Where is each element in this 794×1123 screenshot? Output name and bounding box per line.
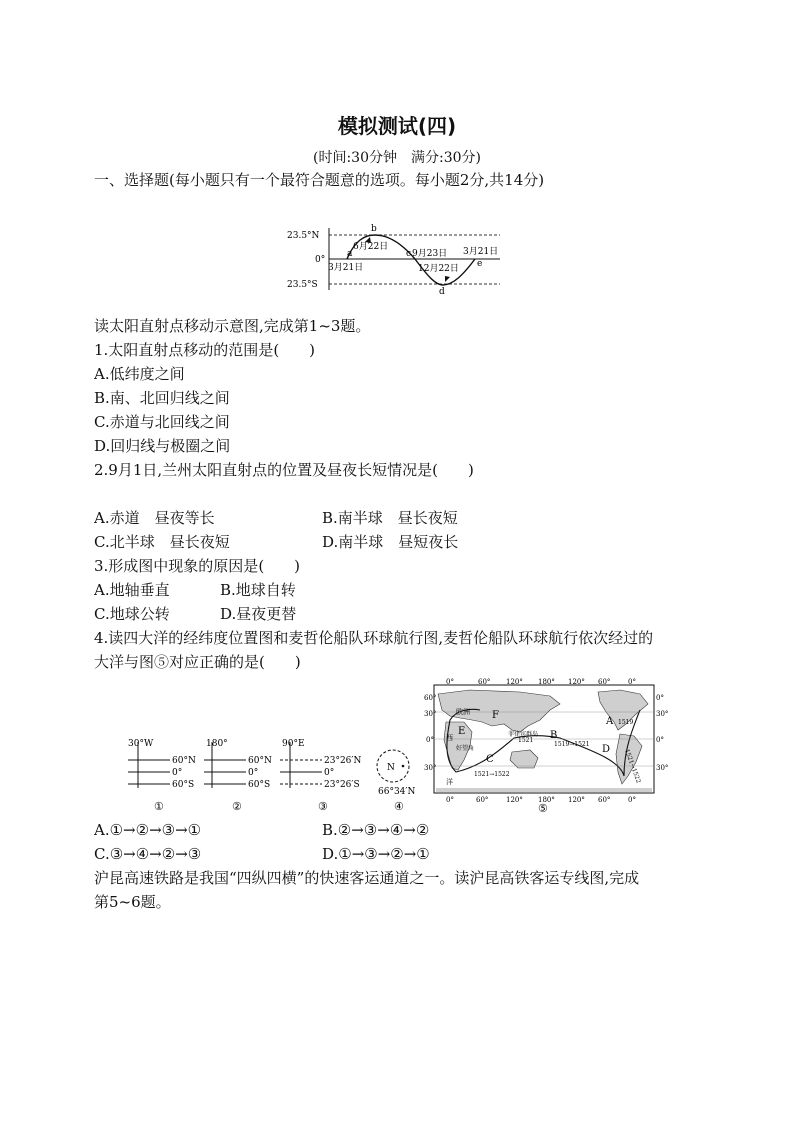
q1-stem: 1.太阳直射点移动的范围是( ) bbox=[94, 341, 316, 359]
q3-stem: 3.形成图中现象的原因是( ) bbox=[94, 557, 301, 575]
q3-option-b[interactable]: B.地球自转 bbox=[220, 581, 296, 599]
svg-text:0°: 0° bbox=[656, 694, 664, 702]
svg-text:1519→1521: 1519→1521 bbox=[554, 741, 590, 748]
lat-23n-label: 23.5°N bbox=[287, 231, 320, 241]
q3-option-c[interactable]: C.地球公转 bbox=[94, 605, 170, 623]
q4-stem-line1: 4.读四大洋的经纬度位置图和麦哲伦船队环球航行图,麦哲伦船队环球航行依次经过的 bbox=[94, 629, 654, 647]
q4-option-d[interactable]: D.①→③→②→① bbox=[322, 845, 430, 863]
polar-view-4 bbox=[377, 750, 415, 813]
svg-text:菲律宾群岛: 菲律宾群岛 bbox=[508, 731, 539, 738]
svg-text:30°: 30° bbox=[424, 764, 437, 772]
q4-option-a[interactable]: A.①→②→③→① bbox=[94, 821, 202, 839]
oceans-figure bbox=[120, 678, 669, 816]
svg-text:30°: 30° bbox=[424, 710, 437, 718]
region-C: C bbox=[486, 754, 494, 765]
lat-0-label: 0° bbox=[315, 255, 326, 265]
section-heading: 一、选择题(每小题只有一个最符合题意的选项。每小题2分,共14分) bbox=[94, 171, 545, 189]
svg-text:0°: 0° bbox=[324, 768, 335, 778]
svg-text:0°: 0° bbox=[628, 796, 636, 804]
svg-text:120°: 120° bbox=[568, 796, 585, 804]
svg-text:0°: 0° bbox=[248, 768, 259, 778]
svg-text:1521: 1521 bbox=[518, 737, 534, 744]
svg-text:0°: 0° bbox=[656, 736, 664, 744]
region-D: D bbox=[602, 744, 611, 755]
intro-q1-3: 读太阳直射点移动示意图,完成第1~3题。 bbox=[94, 317, 371, 335]
label-1: ① bbox=[154, 800, 164, 813]
region-E: E bbox=[458, 726, 466, 737]
q3-option-d[interactable]: D.昼夜更替 bbox=[220, 605, 297, 623]
region-F: F bbox=[492, 710, 499, 721]
svg-text:90°E: 90°E bbox=[282, 739, 305, 749]
region-B: B bbox=[550, 730, 558, 741]
svg-text:1519: 1519 bbox=[618, 719, 634, 726]
point-a: a bbox=[347, 249, 353, 259]
svg-text:60°N: 60°N bbox=[248, 756, 272, 766]
svg-text:欧洲: 欧洲 bbox=[456, 708, 470, 716]
svg-text:0°: 0° bbox=[172, 768, 183, 778]
grid-1 bbox=[128, 739, 196, 813]
q4-stem-line2: 大洋与图⑤对应正确的是( ) bbox=[94, 653, 301, 671]
q4-option-c[interactable]: C.③→④→②→③ bbox=[94, 845, 202, 863]
q2-option-b[interactable]: B.南半球 昼长夜短 bbox=[322, 509, 458, 527]
svg-text:23°26′N: 23°26′N bbox=[324, 756, 362, 766]
point-e: e bbox=[477, 259, 483, 269]
svg-text:60°: 60° bbox=[476, 796, 489, 804]
date-mar21-e: 3月21日 bbox=[463, 247, 499, 257]
svg-text:30°: 30° bbox=[656, 764, 669, 772]
svg-text:66°34′N: 66°34′N bbox=[378, 787, 416, 797]
svg-text:0°: 0° bbox=[446, 796, 454, 804]
q2-option-d[interactable]: D.南半球 昼短夜长 bbox=[322, 533, 459, 551]
svg-text:180°: 180° bbox=[206, 739, 228, 749]
date-jun22: 6月22日 bbox=[353, 242, 389, 252]
date-sep23: 9月23日 bbox=[412, 249, 448, 259]
svg-text:180°: 180° bbox=[538, 678, 555, 686]
q2-option-c[interactable]: C.北半球 昼长夜短 bbox=[94, 533, 230, 551]
antarctica-shape bbox=[436, 788, 652, 792]
svg-text:60°: 60° bbox=[598, 796, 611, 804]
grid-3 bbox=[280, 739, 361, 813]
svg-text:1521→1522: 1521→1522 bbox=[623, 748, 642, 785]
q1-option-d[interactable]: D.回归线与极圈之间 bbox=[94, 437, 231, 455]
svg-text:西: 西 bbox=[446, 734, 453, 742]
svg-text:30°: 30° bbox=[656, 710, 669, 718]
q2-stem: 2.9月1日,兰州太阳直射点的位置及昼夜长短情况是( ) bbox=[94, 461, 474, 479]
label-4: ④ bbox=[394, 800, 404, 813]
svg-text:60°: 60° bbox=[424, 694, 437, 702]
svg-text:1521→1522: 1521→1522 bbox=[474, 771, 510, 778]
svg-text:60°: 60° bbox=[598, 678, 611, 686]
q2-option-a[interactable]: A.赤道 昼夜等长 bbox=[94, 509, 215, 527]
q1-option-c[interactable]: C.赤道与北回线之间 bbox=[94, 413, 230, 431]
svg-text:180°: 180° bbox=[538, 796, 555, 804]
page-title: 模拟测试(四) bbox=[337, 114, 457, 138]
svg-text:0°: 0° bbox=[426, 736, 434, 744]
point-b: b bbox=[371, 224, 377, 234]
point-c: c bbox=[406, 249, 412, 259]
region-A: A bbox=[606, 716, 614, 727]
q3-option-a[interactable]: A.地轴垂直 bbox=[94, 581, 170, 599]
sun-movement-diagram bbox=[285, 220, 505, 300]
q1-option-b[interactable]: B.南、北回归线之间 bbox=[94, 389, 230, 407]
svg-text:0°: 0° bbox=[628, 678, 636, 686]
svg-text:60°S: 60°S bbox=[172, 780, 195, 790]
intro-q5-6-line1: 沪昆高速铁路是我国“四纵四横”的快速客运通道之一。读沪昆高铁客运专线图,完成 bbox=[94, 869, 640, 887]
label-2: ② bbox=[232, 800, 242, 813]
intro-q5-6-line2: 第5~6题。 bbox=[94, 893, 171, 911]
svg-text:120°: 120° bbox=[506, 678, 523, 686]
svg-text:洋: 洋 bbox=[446, 778, 453, 786]
point-d: d bbox=[439, 287, 445, 297]
date-mar21-a: 3月21日 bbox=[328, 263, 364, 273]
svg-text:120°: 120° bbox=[506, 796, 523, 804]
date-dec22: 12月22日 bbox=[418, 264, 459, 274]
svg-text:60°S: 60°S bbox=[248, 780, 271, 790]
lat-23s-label: 23.5°S bbox=[287, 280, 318, 290]
q1-option-a[interactable]: A.低纬度之间 bbox=[94, 365, 185, 383]
grid-2 bbox=[204, 739, 272, 813]
svg-text:60°: 60° bbox=[478, 678, 491, 686]
svg-text:30°W: 30°W bbox=[128, 739, 154, 749]
world-map-5 bbox=[424, 678, 668, 815]
svg-text:60°N: 60°N bbox=[172, 756, 196, 766]
svg-text:N: N bbox=[387, 763, 395, 773]
exam-info: (时间:30分钟 满分:30分) bbox=[313, 150, 481, 166]
svg-text:23°26′S: 23°26′S bbox=[324, 780, 360, 790]
svg-text:0°: 0° bbox=[446, 678, 454, 686]
label-3: ③ bbox=[318, 800, 328, 813]
q4-option-b[interactable]: B.②→③→④→② bbox=[322, 821, 430, 839]
svg-text:好望角: 好望角 bbox=[456, 745, 475, 752]
svg-text:120°: 120° bbox=[568, 678, 585, 686]
label-5: ⑤ bbox=[538, 802, 548, 815]
